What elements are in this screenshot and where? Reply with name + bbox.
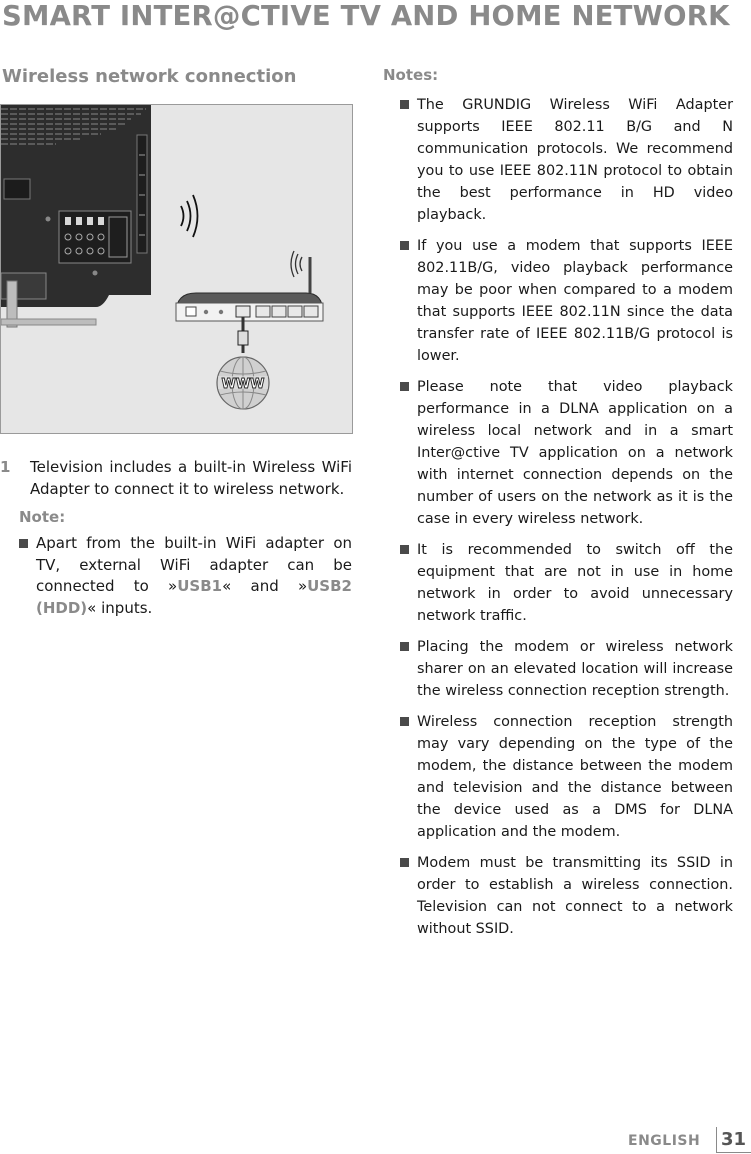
usb1-label: USB1 — [177, 577, 223, 595]
page-number: 31 — [721, 1129, 747, 1150]
bullet-square-icon — [400, 642, 409, 651]
notes-item — [399, 376, 733, 530]
notes-item-text: It is recommended to switch off the equipment that are not in use in home network in order to avoid unnecessary network traffic. — [417, 542, 733, 624]
wireless-router — [176, 257, 323, 321]
notes-item — [399, 711, 733, 843]
note-text-middle: « and » — [222, 577, 308, 595]
notes-heading: Notes: — [383, 66, 439, 84]
page-title: SMART INTER@CTIVE TV AND HOME NETWORK — [2, 0, 730, 32]
footer-underline — [716, 1152, 751, 1153]
step-text: Television includes a built-in Wireless WiFi Adapter to connect it to wireless network. — [30, 458, 352, 498]
step-1 — [0, 456, 352, 500]
usb2-label: USB2 (HDD) — [36, 577, 352, 617]
wireless-diagram — [1, 105, 353, 434]
wireless-connection-illustration — [0, 104, 353, 434]
note-text-before: Apart from the built-in WiFi adapter on TV, external WiFi adapter can be connected to » — [36, 534, 352, 595]
bullet-square-icon — [400, 717, 409, 726]
router-signal-waves — [291, 251, 302, 277]
notes-item — [399, 94, 733, 226]
notes-item-text: Placing the modem or wireless network sharer on an elevated location will increase the wireless connection reception strength. — [417, 639, 733, 699]
note-heading: Note: — [19, 508, 66, 526]
bullet-square-icon — [400, 858, 409, 867]
globe-label: WWW — [221, 377, 265, 392]
footer-divider — [716, 1127, 717, 1153]
step-number: 1 — [0, 458, 11, 476]
notes-list — [399, 94, 733, 949]
bullet-square-icon — [400, 100, 409, 109]
bullet-square-icon — [400, 241, 409, 250]
note-text-after: « inputs. — [87, 598, 153, 617]
notes-item-text: The GRUNDIG Wireless WiFi Adapter supports IEEE 802.11 B/G and N communication protocols. We recommend you to use IEEE 802.11N protocol to obtain the best performance in HD video playback. — [417, 97, 733, 223]
internet-globe-icon — [217, 357, 269, 409]
notes-item — [399, 235, 733, 367]
notes-item-text: Modem must be transmitting its SSID in order to establish a wireless connection. Television can not connect to a network without SSID. — [417, 855, 733, 937]
bullet-square-icon — [19, 539, 28, 548]
footer-language: ENGLISH — [628, 1133, 701, 1149]
section-title: Wireless network connection — [2, 66, 297, 87]
ethernet-cable — [238, 317, 248, 353]
notes-item-text: Please note that video playback performance in a DLNA application on a wireless local network and in a smart Inter@ctive TV application on a network with internet connection depends on the number of users on the network as it is the case in every wireless network. — [417, 379, 733, 527]
bullet-square-icon — [400, 545, 409, 554]
notes-item-text: If you use a modem that supports IEEE 802.11B/G, video playback performance may be poor when compared to a modem that supports IEEE 802.11N since the data transfer rate of IEEE 802.11B/G protocol is lower. — [417, 238, 733, 364]
tv-signal-waves — [181, 195, 198, 237]
note-bullet — [18, 533, 352, 619]
left-note — [18, 533, 352, 619]
notes-item — [399, 852, 733, 940]
bullet-square-icon — [400, 382, 409, 391]
notes-item — [399, 539, 733, 627]
notes-item — [399, 636, 733, 702]
notes-item-text: Wireless connection reception strength may vary depending on the type of the modem, the distance between the modem and television and the distance between the device used as a DMS for DLNA application and the modem. — [417, 714, 733, 840]
